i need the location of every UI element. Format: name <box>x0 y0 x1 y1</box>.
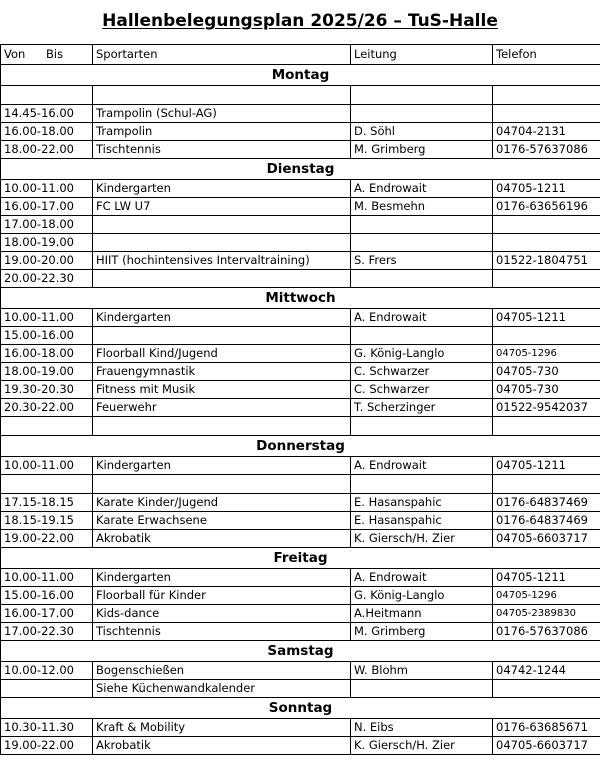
lead-cell <box>351 216 493 234</box>
table-row <box>1 252 600 270</box>
table-row <box>1 680 600 698</box>
lead-cell: A. Endrowait <box>351 180 493 198</box>
sport-cell <box>93 216 351 234</box>
time-cell: 15.00-16.00 <box>1 587 93 605</box>
phone-cell: 04742-1244 <box>493 662 600 680</box>
phone-cell: 04704-2131 <box>493 123 600 141</box>
sport-cell: Floorball für Kinder <box>93 587 351 605</box>
sport-cell <box>93 270 351 288</box>
phone-cell: 04705-1211 <box>493 309 600 327</box>
header-row <box>1 45 600 65</box>
time-cell: 19.00-22.00 <box>1 737 93 755</box>
time-cell: 10.00-11.00 <box>1 180 93 198</box>
sport-cell: Kindergarten <box>93 180 351 198</box>
time-cell: 18.00-19.00 <box>1 234 93 252</box>
sport-cell: Floorball Kind/Jugend <box>93 345 351 363</box>
sport-cell: Kids-dance <box>93 605 351 623</box>
phone-cell: 04705-1296 <box>493 345 600 363</box>
table-row <box>1 605 600 623</box>
day-header-montag: Montag <box>1 65 600 86</box>
sport-cell: Karate Kinder/Jugend <box>93 494 351 512</box>
table-row <box>1 399 600 417</box>
phone-cell: 0176-64837469 <box>493 512 600 530</box>
lead-cell: S. Frers <box>351 252 493 270</box>
lead-cell: K. Giersch/H. Zier <box>351 737 493 755</box>
table-row <box>1 662 600 680</box>
time-cell: 10.00-11.00 <box>1 569 93 587</box>
day-header-samstag: Samstag <box>1 641 600 662</box>
time-cell <box>1 680 93 698</box>
sport-cell: Trampolin <box>93 123 351 141</box>
phone-cell: 04705-6603717 <box>493 530 600 548</box>
day-header-freitag: Freitag <box>1 548 600 569</box>
table-row <box>1 530 600 548</box>
sport-cell: Akrobatik <box>93 737 351 755</box>
table-row <box>1 475 600 494</box>
lead-cell: M. Grimberg <box>351 623 493 641</box>
phone-cell: 04705-1211 <box>493 457 600 475</box>
header-telefon: Telefon <box>493 45 600 65</box>
table-row <box>1 198 600 216</box>
time-cell: 16.00-17.00 <box>1 198 93 216</box>
table-row <box>1 86 600 105</box>
phone-cell <box>493 216 600 234</box>
sport-cell: Kindergarten <box>93 309 351 327</box>
time-cell: 10.00-12.00 <box>1 662 93 680</box>
sport-cell: Kindergarten <box>93 569 351 587</box>
phone-cell <box>493 270 600 288</box>
header-von: Von <box>4 47 26 61</box>
table-row <box>1 587 600 605</box>
table-row <box>1 327 600 345</box>
sport-cell: Fitness mit Musik <box>93 381 351 399</box>
day-header-mittwoch: Mittwoch <box>1 288 600 309</box>
time-cell: 17.00-18.00 <box>1 216 93 234</box>
sport-cell: Akrobatik <box>93 530 351 548</box>
phone-cell: 04705-1211 <box>493 569 600 587</box>
phone-cell: 04705-730 <box>493 381 600 399</box>
sport-cell: HIIT (hochintensives Intervaltraining) <box>93 252 351 270</box>
sport-cell: Tischtennis <box>93 623 351 641</box>
lead-cell <box>351 105 493 123</box>
lead-cell: C. Schwarzer <box>351 363 493 381</box>
lead-cell <box>351 234 493 252</box>
table-row <box>1 345 600 363</box>
time-cell: 16.00-18.00 <box>1 123 93 141</box>
table-row <box>1 417 600 436</box>
time-cell: 16.00-17.00 <box>1 605 93 623</box>
time-cell: 16.00-18.00 <box>1 345 93 363</box>
time-cell: 19.00-22.00 <box>1 530 93 548</box>
lead-cell: E. Hasanspahic <box>351 512 493 530</box>
phone-cell <box>493 234 600 252</box>
table-row <box>1 309 600 327</box>
phone-cell: 0176-63656196 <box>493 198 600 216</box>
lead-cell <box>351 327 493 345</box>
lead-cell: A. Endrowait <box>351 569 493 587</box>
sport-cell: Kraft & Mobility <box>93 719 351 737</box>
phone-cell: 01522-1804751 <box>493 252 600 270</box>
table-row <box>1 512 600 530</box>
phone-cell: 0176-64837469 <box>493 494 600 512</box>
table-row <box>1 457 600 475</box>
phone-cell: 04705-6603717 <box>493 737 600 755</box>
phone-cell: 01522-9542037 <box>493 399 600 417</box>
time-cell: 17.15-18.15 <box>1 494 93 512</box>
sport-cell: Siehe Küchenwandkalender <box>93 680 351 698</box>
lead-cell: A.Heitmann <box>351 605 493 623</box>
time-cell: 19.30-20.30 <box>1 381 93 399</box>
table-row <box>1 234 600 252</box>
day-header-sonntag: Sonntag <box>1 698 600 719</box>
table-row <box>1 105 600 123</box>
phone-cell: 0176-57637086 <box>493 623 600 641</box>
header-leitung: Leitung <box>351 45 493 65</box>
time-cell: 10.30-11.30 <box>1 719 93 737</box>
lead-cell: M. Besmehn <box>351 198 493 216</box>
phone-cell: 0176-57637086 <box>493 141 600 159</box>
lead-cell: W. Blohm <box>351 662 493 680</box>
phone-cell: 04705-1211 <box>493 180 600 198</box>
phone-cell <box>493 680 600 698</box>
lead-cell: K. Giersch/H. Zier <box>351 530 493 548</box>
table-row <box>1 270 600 288</box>
header-sportarten: Sportarten <box>93 45 351 65</box>
time-cell: 17.00-22.30 <box>1 623 93 641</box>
time-cell: 19.00-20.00 <box>1 252 93 270</box>
lead-cell <box>351 680 493 698</box>
table-row <box>1 363 600 381</box>
lead-cell: T. Scherzinger <box>351 399 493 417</box>
lead-cell: N. Eibs <box>351 719 493 737</box>
phone-cell: 04705-730 <box>493 363 600 381</box>
lead-cell: D. Söhl <box>351 123 493 141</box>
sport-cell: Frauengymnastik <box>93 363 351 381</box>
time-cell: 18.15-19.15 <box>1 512 93 530</box>
time-cell: 18.00-22.00 <box>1 141 93 159</box>
time-cell: 10.00-11.00 <box>1 309 93 327</box>
sport-cell <box>93 234 351 252</box>
lead-cell: A. Endrowait <box>351 309 493 327</box>
lead-cell <box>351 270 493 288</box>
table-row <box>1 216 600 234</box>
time-cell: 20.30-22.00 <box>1 399 93 417</box>
page-title: Hallenbelegungsplan 2025/26 – TuS-Halle <box>102 11 498 31</box>
table-row <box>1 141 600 159</box>
table-row <box>1 623 600 641</box>
phone-cell <box>493 327 600 345</box>
time-cell: 15.00-16.00 <box>1 327 93 345</box>
table-row <box>1 719 600 737</box>
table-row <box>1 569 600 587</box>
table-row <box>1 737 600 755</box>
sport-cell: FC LW U7 <box>93 198 351 216</box>
sport-cell: Trampolin (Schul-AG) <box>93 105 351 123</box>
sport-cell: Bogenschießen <box>93 662 351 680</box>
day-header-donnerstag: Donnerstag <box>1 436 600 457</box>
time-cell: 10.00-11.00 <box>1 457 93 475</box>
sport-cell: Tischtennis <box>93 141 351 159</box>
sport-cell: Kindergarten <box>93 457 351 475</box>
time-cell: 18.00-19.00 <box>1 363 93 381</box>
lead-cell: G. König-Langlo <box>351 587 493 605</box>
lead-cell: C. Schwarzer <box>351 381 493 399</box>
phone-cell: 04705-2389830 <box>493 605 600 623</box>
table-row <box>1 180 600 198</box>
phone-cell <box>493 105 600 123</box>
time-cell: 14.45-16.00 <box>1 105 93 123</box>
sport-cell: Feuerwehr <box>93 399 351 417</box>
day-header-dienstag: Dienstag <box>1 159 600 180</box>
phone-cell: 0176-63685671 <box>493 719 600 737</box>
time-cell: 20.00-22.30 <box>1 270 93 288</box>
lead-cell: E. Hasanspahic <box>351 494 493 512</box>
lead-cell: G. König-Langlo <box>351 345 493 363</box>
sport-cell <box>93 327 351 345</box>
header-von-bis <box>1 45 93 65</box>
table-row <box>1 381 600 399</box>
table-row <box>1 123 600 141</box>
schedule-table <box>0 44 600 755</box>
header-bis: Bis <box>46 47 64 61</box>
sport-cell: Karate Erwachsene <box>93 512 351 530</box>
table-row <box>1 494 600 512</box>
phone-cell: 04705-1296 <box>493 587 600 605</box>
lead-cell: M. Grimberg <box>351 141 493 159</box>
lead-cell: A. Endrowait <box>351 457 493 475</box>
